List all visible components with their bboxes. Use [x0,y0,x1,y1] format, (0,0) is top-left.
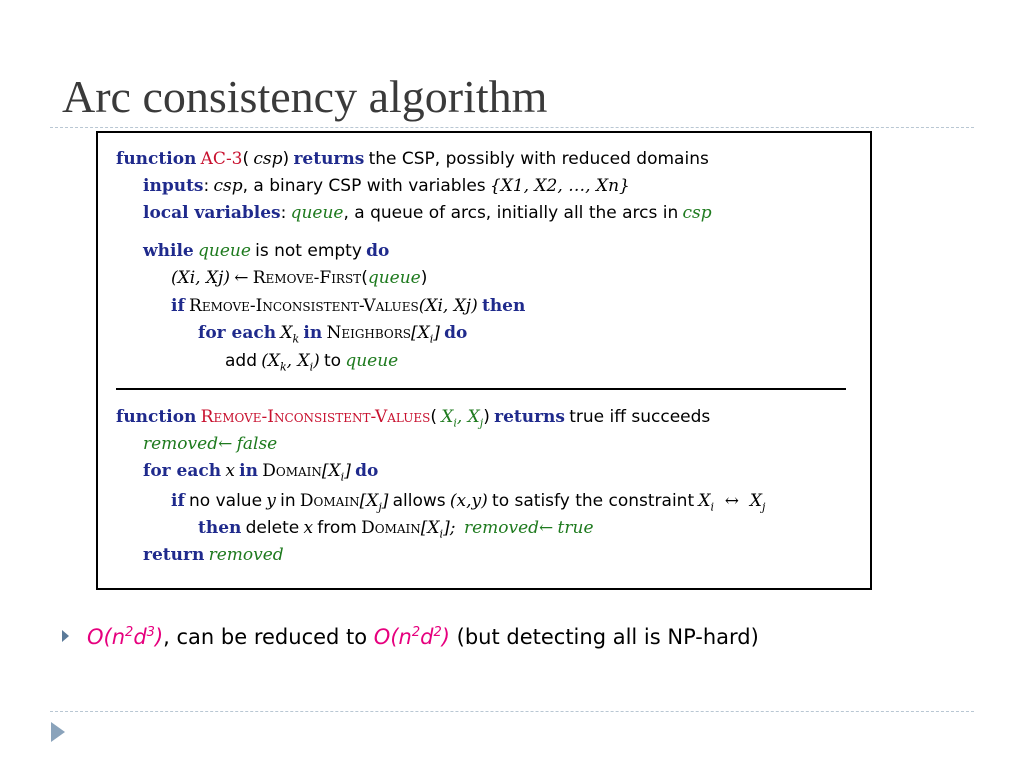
function-keyword: function [116,149,197,169]
add-text: add [225,351,257,371]
do-keyword-2: do [444,323,468,343]
if-keyword-2: if [171,491,185,511]
return-keyword: return [143,545,205,565]
returns-text: the CSP, possibly with reduced domains [368,149,709,169]
local-csp: csp [682,203,712,223]
inputs-text: , a binary CSP with variables [242,176,486,196]
for-each-keyword: for each [198,323,277,343]
for-each-neighbor-line: for each $X_k$ in $Neighbors[X_i]$ do [198,323,468,346]
algorithm-box [96,131,872,590]
local-variables-line: local variables: queue, a queue of arcs, initially all the arcs in csp [143,203,712,223]
remove-first-queue: queue [367,268,421,288]
section-divider [116,388,846,390]
in-keyword: in [303,323,323,343]
ac3-name: AC-3 [200,149,243,169]
queue-var: queue [290,203,344,223]
if-keyword: if [171,296,185,316]
do-keyword-3: do [355,461,379,481]
local-variables-keyword: local variables [143,203,281,223]
assign-arrow-3: ← [539,518,554,538]
domain-name: Domain [262,461,322,481]
complexity-bullet [62,625,759,649]
footer-divider [50,711,974,712]
xi-xj-pair: (Xi, Xj) [171,268,230,288]
complexity-original: $O(n^2d^3)$ [87,625,164,649]
returns-keyword: returns [293,149,365,169]
if-no-value-line: if no value y in $Domain[X_j]$ allows (x,y) to satisfy the constraint $X_i$ ↔ $X_j$ [171,491,766,514]
delete-text: delete [245,518,300,538]
from-text: from [317,518,357,538]
remove-first-line: (Xi, Xj) ← Remove-First(queue) [171,268,428,288]
remove-inconsistent-name: Remove-Inconsistent-Values [200,407,431,427]
if-remove-line [171,296,525,316]
next-slide-icon[interactable] [51,722,65,742]
assign-arrow: ← [234,268,249,288]
inputs-csp: csp [213,176,243,196]
then-keyword: then [481,296,526,316]
return-line [143,545,284,565]
removed-init-line [143,434,277,454]
add-line: add ($X_k$, $X_i$) to queue [225,351,399,374]
true-value: true [557,518,594,538]
slide-title: Arc consistency algorithm [62,71,548,122]
function-keyword-2: function [116,407,197,427]
return-removed: removed [208,545,284,565]
removed-var-2: removed [463,518,540,538]
in-keyword-2: in [239,461,258,481]
ac3-signature-line: function AC-3( csp) returns the CSP, possibly with reduced domains [116,149,709,169]
bullet-arrow-icon [62,630,69,642]
no-value-text: no value [189,491,263,511]
title-divider [50,127,974,128]
remove-first-name: Remove-First [252,268,362,288]
then-keyword-2: then [198,518,242,538]
removed-var: removed [143,434,219,454]
np-hard-text: (but detecting all is NP-hard) [449,625,759,649]
for-each-domain-line: for each x in $Domain[X_i]$ do [143,461,379,484]
add-queue: queue [345,351,399,371]
not-empty-text: is not empty [255,241,362,261]
inputs-line: inputs: csp, a binary CSP with variables {X1, X2, …, Xn} [143,176,630,196]
then-delete-line: then delete x from $Domain[X_i]$; removed← true [198,518,594,541]
while-line [143,241,389,261]
while-queue: queue [197,241,251,261]
neighbors-name: Neighbors [326,323,411,343]
if-xi-xj: (Xi, Xj) [418,296,478,316]
to-text: to [324,351,342,371]
remove-inconsistent-call: Remove-Inconsistent-Values [189,296,419,316]
complexity-reduced: $O(n^2d^2)$ [373,625,450,649]
satisfy-text: to satisfy the constraint [492,491,695,511]
assign-arrow-2: ← [218,434,233,454]
while-keyword: while [143,241,194,261]
variables-set: {X1, X2, …, Xn} [489,176,630,196]
remove-inconsistent-signature-line: function Remove-Inconsistent-Values( $X_i$, $X_j$) returns true iff succeeds [116,407,711,430]
inputs-keyword: inputs [143,176,204,196]
returns-true-text: true iff succeeds [569,407,711,427]
local-text: , a queue of arcs, initially all the arcs in [343,203,679,223]
returns-keyword-2: returns [494,407,565,427]
in-text: in [280,491,296,511]
false-value: false [236,434,278,454]
domain-name-3: Domain [361,518,421,538]
for-each-keyword-2: for each [143,461,222,481]
do-keyword: do [366,241,390,261]
csp-param: csp [253,149,283,169]
reduced-text: , can be reduced to [163,625,374,649]
domain-name-2: Domain [299,491,360,511]
allows-text: allows [392,491,446,511]
